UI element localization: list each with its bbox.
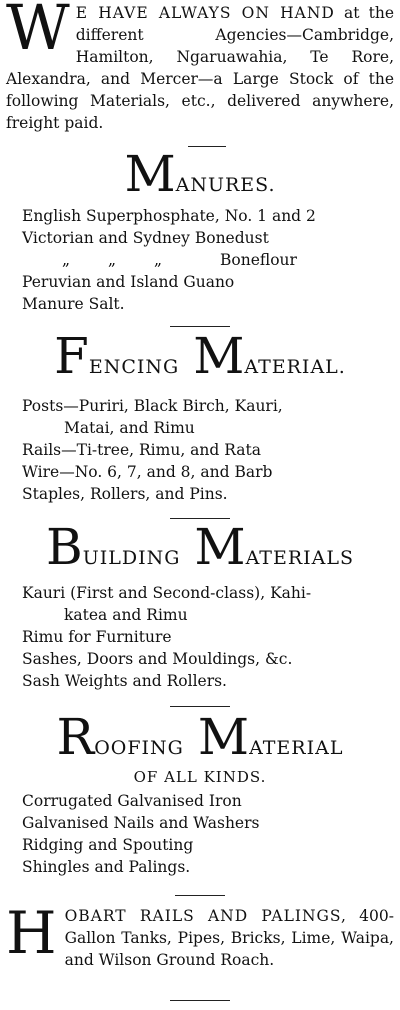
list-item: Wire—No. 6, 7, and 8, and Barb xyxy=(22,463,273,481)
heading-text: ATERIAL xyxy=(249,737,344,759)
heading-manures xyxy=(0,145,400,203)
list-item: Ridging and Spouting xyxy=(22,836,194,854)
hobart-paragraph xyxy=(6,899,394,971)
intro-lead: E HAVE ALWAYS ON HAND xyxy=(75,4,335,22)
list-item: English Superphosphate, No. 1 and 2 xyxy=(22,207,316,225)
divider xyxy=(175,895,225,896)
list-item-ditto xyxy=(22,249,394,271)
intro-body: at the different Agencies—Cambridge, Hamilton, Ngaruawahia, Te Rore, Alexandra, and Mercer—a Large Stock of the following Materials, etc., delivered anywhere, freight paid. xyxy=(6,4,395,132)
ditto-mark: „ xyxy=(154,251,163,269)
heading-cap: M xyxy=(194,518,246,576)
ditto-mark: „ xyxy=(62,251,71,269)
heading-text: UILDING xyxy=(82,547,181,569)
list-item: Staples, Rollers, and Pins. xyxy=(22,485,228,503)
hobart-text xyxy=(6,899,394,971)
list-item: Rails—Ti-tree, Rimu, and Rata xyxy=(22,441,261,459)
list-item: Shingles and Palings. xyxy=(22,858,191,876)
divider xyxy=(170,706,230,707)
building-list xyxy=(22,582,394,692)
list-item: Manure Salt. xyxy=(22,295,125,313)
heading-cap: M xyxy=(197,708,250,766)
heading-text: ATERIAL. xyxy=(244,356,346,378)
divider xyxy=(188,146,226,147)
list-item: Sashes, Doors and Mouldings, &c. xyxy=(22,650,293,668)
heading-text: OOFING xyxy=(94,737,184,759)
heading-fencing-material xyxy=(0,327,400,385)
heading-text: ATERIALS xyxy=(245,547,355,569)
list-item: Peruvian and Island Guano xyxy=(22,273,235,291)
list-item: Kauri (First and Second-class), Kahi- xyxy=(22,584,312,602)
heading-building-materials xyxy=(0,518,400,576)
roofing-subheading: OF ALL KINDS. xyxy=(133,768,267,786)
heading-text: ANURES. xyxy=(175,174,276,196)
heading-text: ENCING xyxy=(88,356,180,378)
list-item: Posts—Puriri, Black Birch, Kauri, xyxy=(22,397,283,415)
list-item: Matai, and Rimu xyxy=(64,419,195,437)
heading-cap: M xyxy=(124,145,176,203)
ditto-mark: „ xyxy=(108,251,117,269)
hobart-body: 400-Gallon Tanks, Pipes, Bricks, Lime, Waipa, and Wilson Ground Roach. xyxy=(64,907,394,969)
list-item: Galvanised Nails and Washers xyxy=(22,814,260,832)
heading-cap: F xyxy=(54,327,89,385)
list-item: Rimu for Furniture xyxy=(22,628,172,646)
heading-cap: B xyxy=(45,518,83,576)
manures-list xyxy=(22,205,394,315)
fencing-list xyxy=(22,395,394,505)
hobart-lead: OBART RAILS AND PALINGS, xyxy=(64,907,347,925)
divider xyxy=(170,1000,230,1001)
list-item: Sash Weights and Rollers. xyxy=(22,672,227,690)
roofing-list xyxy=(22,790,394,878)
ditto-text: Boneflour xyxy=(220,251,297,269)
list-item: Corrugated Galvanised Iron xyxy=(22,792,242,810)
intro-paragraph xyxy=(6,2,394,134)
intro-dropcap: W xyxy=(6,0,70,64)
heading-roofing-material xyxy=(0,708,400,766)
list-item: Victorian and Sydney Bonedust xyxy=(22,229,269,247)
heading-cap: R xyxy=(56,708,95,766)
heading-cap: M xyxy=(193,327,245,385)
list-item: katea and Rimu xyxy=(64,606,188,624)
hobart-dropcap: H xyxy=(6,899,57,967)
